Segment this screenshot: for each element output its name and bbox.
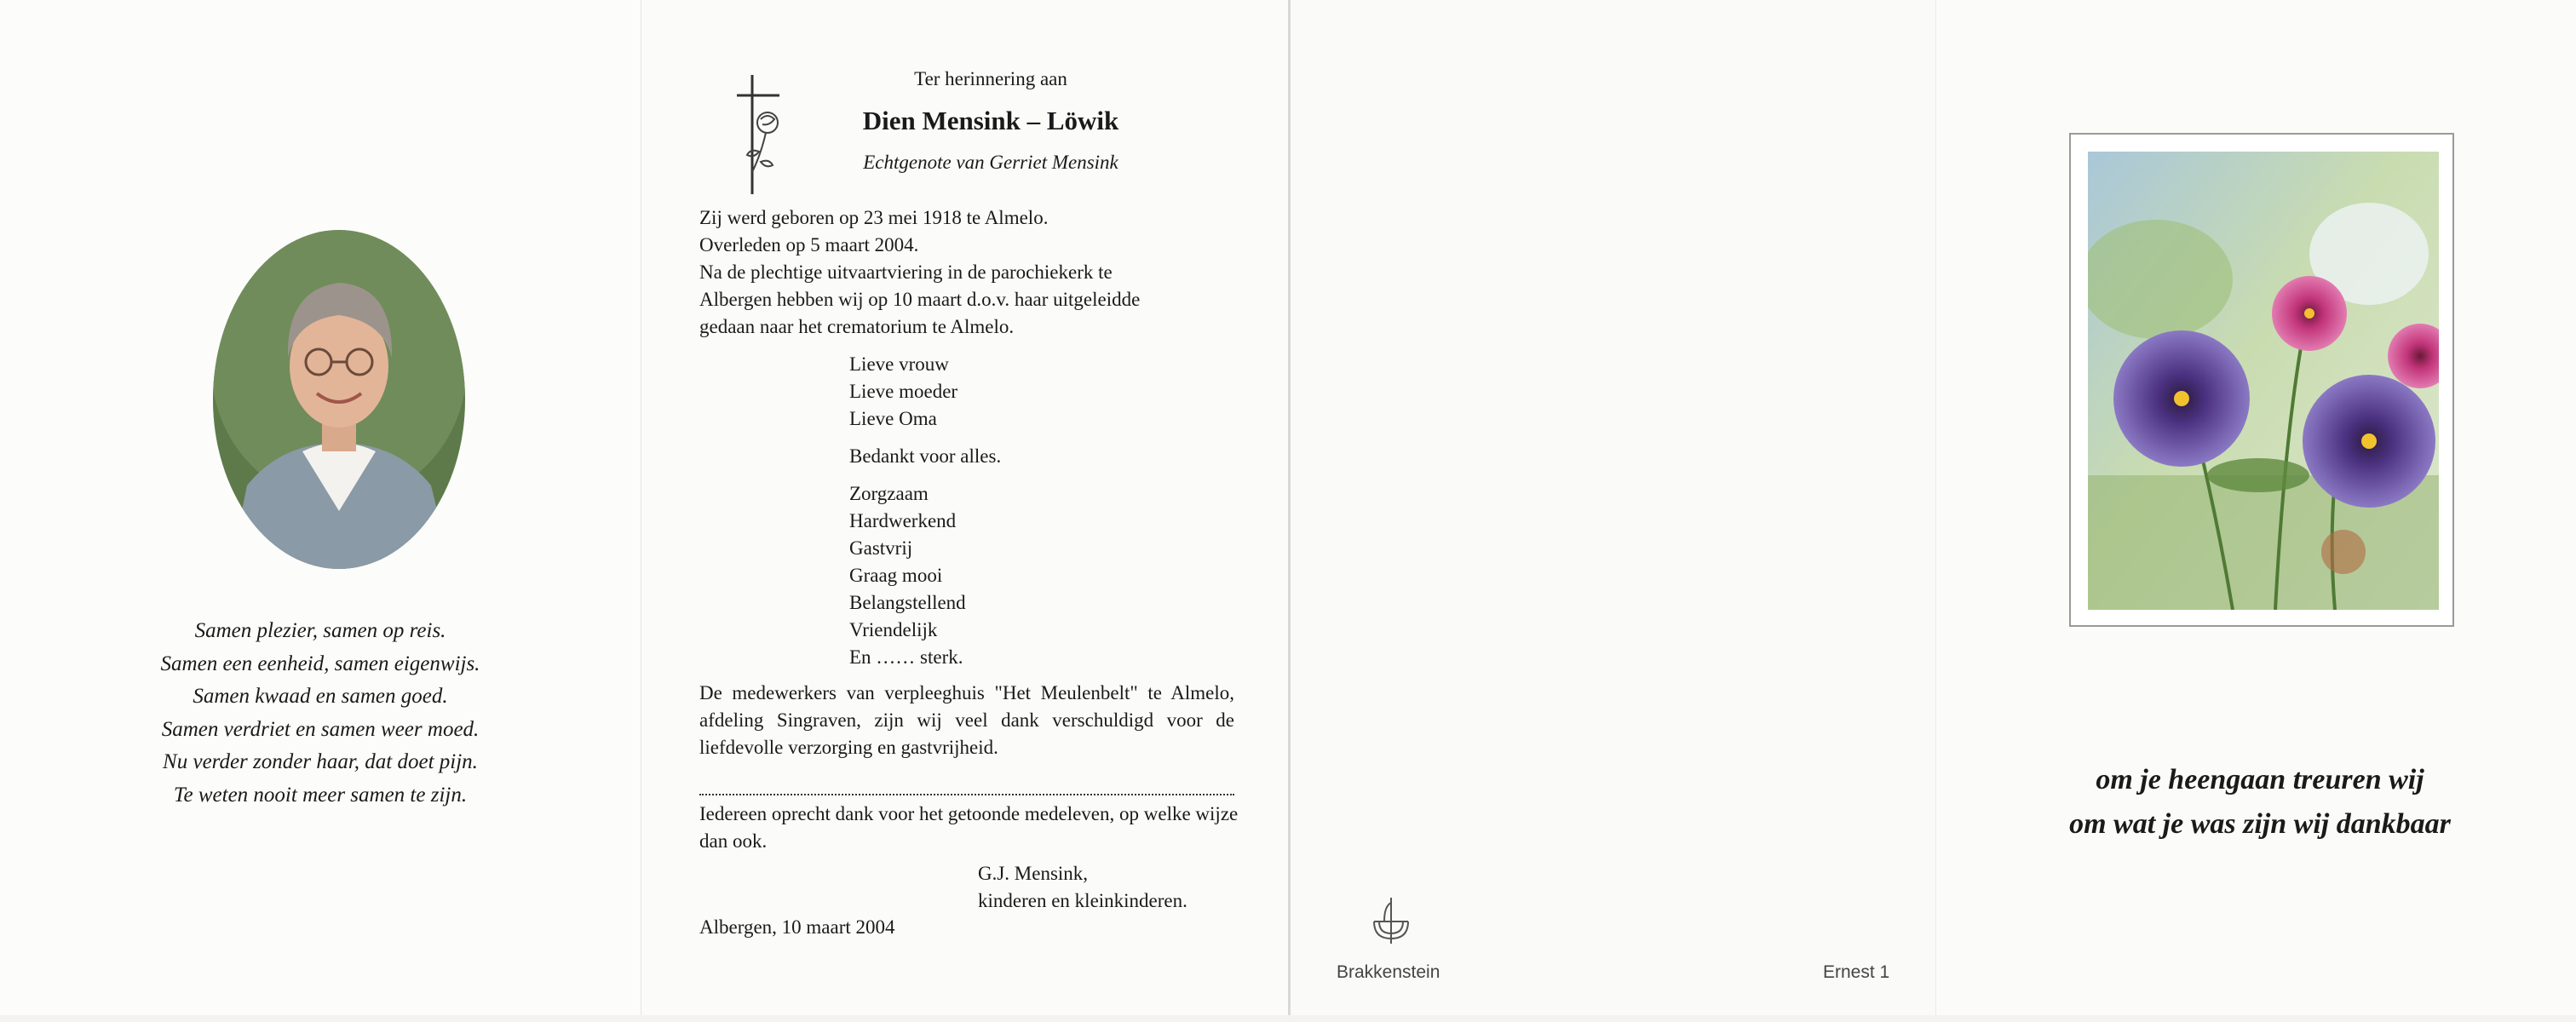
poem-line: Samen kwaad en samen goed. <box>193 685 448 708</box>
tribute-line: Lieve moeder <box>849 381 958 402</box>
flower-photo-frame <box>2069 133 2454 627</box>
closing-line: om je heengaan treuren wij <box>2096 764 2424 795</box>
poem <box>0 615 641 812</box>
tribute-line: Lieve Oma <box>849 408 937 429</box>
tribute-line: Bedankt voor alles. <box>849 445 1002 467</box>
signoff <box>978 860 1187 915</box>
closing-line: om wat je was zijn wij dankbaar <box>2069 808 2451 840</box>
heading-intro: Ter herinnering aan <box>914 68 1067 89</box>
publisher-name: Brakkenstein <box>1337 962 1440 982</box>
portrait-illustration <box>213 230 465 569</box>
publisher-logo-icon <box>1367 896 1415 945</box>
tribute-line: Hardwerkend <box>849 510 957 531</box>
thanks-all-paragraph: Iedereen oprecht dank voor het getoonde medeleven, op welke wijze dan ook. <box>699 803 1239 852</box>
pansy-left <box>2113 330 2250 467</box>
portrait-photo <box>213 230 465 569</box>
pansy-pink-top <box>2272 276 2347 351</box>
cover-panel <box>1935 0 2576 1015</box>
pansy-right <box>2303 375 2435 508</box>
tribute-line: Zorgzaam <box>849 483 929 504</box>
tribute-line: Gastvrij <box>849 537 913 559</box>
signoff-line: G.J. Mensink, <box>978 863 1089 884</box>
left-panel <box>0 0 641 1015</box>
pansy-flowers-image <box>2088 152 2439 610</box>
poem-line: Nu verder zonder haar, dat doet pijn. <box>163 750 478 773</box>
inner-text-panel <box>641 0 1288 1015</box>
bio-line: Overleden op 5 maart 2004. <box>699 234 919 256</box>
signoff-line: kinderen en kleinkinderen. <box>978 890 1187 911</box>
closing-lines <box>2004 758 2516 847</box>
tribute-line: Belangstellend <box>849 592 966 613</box>
poem-line: Samen verdriet en samen weer moed. <box>161 717 480 741</box>
back-panel <box>1288 0 1935 1015</box>
model-code: Ernest 1 <box>1823 962 1890 982</box>
tribute-line: Graag mooi <box>849 565 943 586</box>
spouse-line: Echtgenote van Gerriet Mensink <box>863 152 1118 173</box>
bio-line: Na de plechtige uitvaartviering in de parochiekerk te <box>699 261 1113 283</box>
dotted-divider <box>699 794 1234 795</box>
tribute-line: Lieve vrouw <box>849 353 949 375</box>
bio-line: gedaan naar het crematorium te Almelo. <box>699 316 1015 337</box>
thanks-staff-paragraph: De medewerkers van verpleeghuis "Het Meulenbelt" te Almelo, afdeling Singraven, zijn wij veel dank verschuldigd voor de liefdevolle verzorging en gastvrijheid. <box>699 682 1234 758</box>
poem-line: Samen een eenheid, samen eigenwijs. <box>160 652 480 675</box>
bio-line: Zij werd geboren op 23 mei 1918 te Almelo. <box>699 207 1049 228</box>
poem-line: Te weten nooit meer samen te zijn. <box>173 783 468 807</box>
biography <box>699 204 1245 341</box>
place-date: Albergen, 10 maart 2004 <box>699 916 895 938</box>
deceased-name: Dien Mensink – Löwik <box>862 106 1119 135</box>
tribute-line: En …… sterk. <box>849 646 963 668</box>
poem-line: Samen plezier, samen op reis. <box>194 619 446 642</box>
tribute-list <box>849 351 1001 671</box>
bio-line: Albergen hebben wij op 10 maart d.o.v. haar uitgeleidde <box>699 289 1141 310</box>
tribute-line: Vriendelijk <box>849 619 938 640</box>
cross-with-rose-icon <box>735 70 786 198</box>
